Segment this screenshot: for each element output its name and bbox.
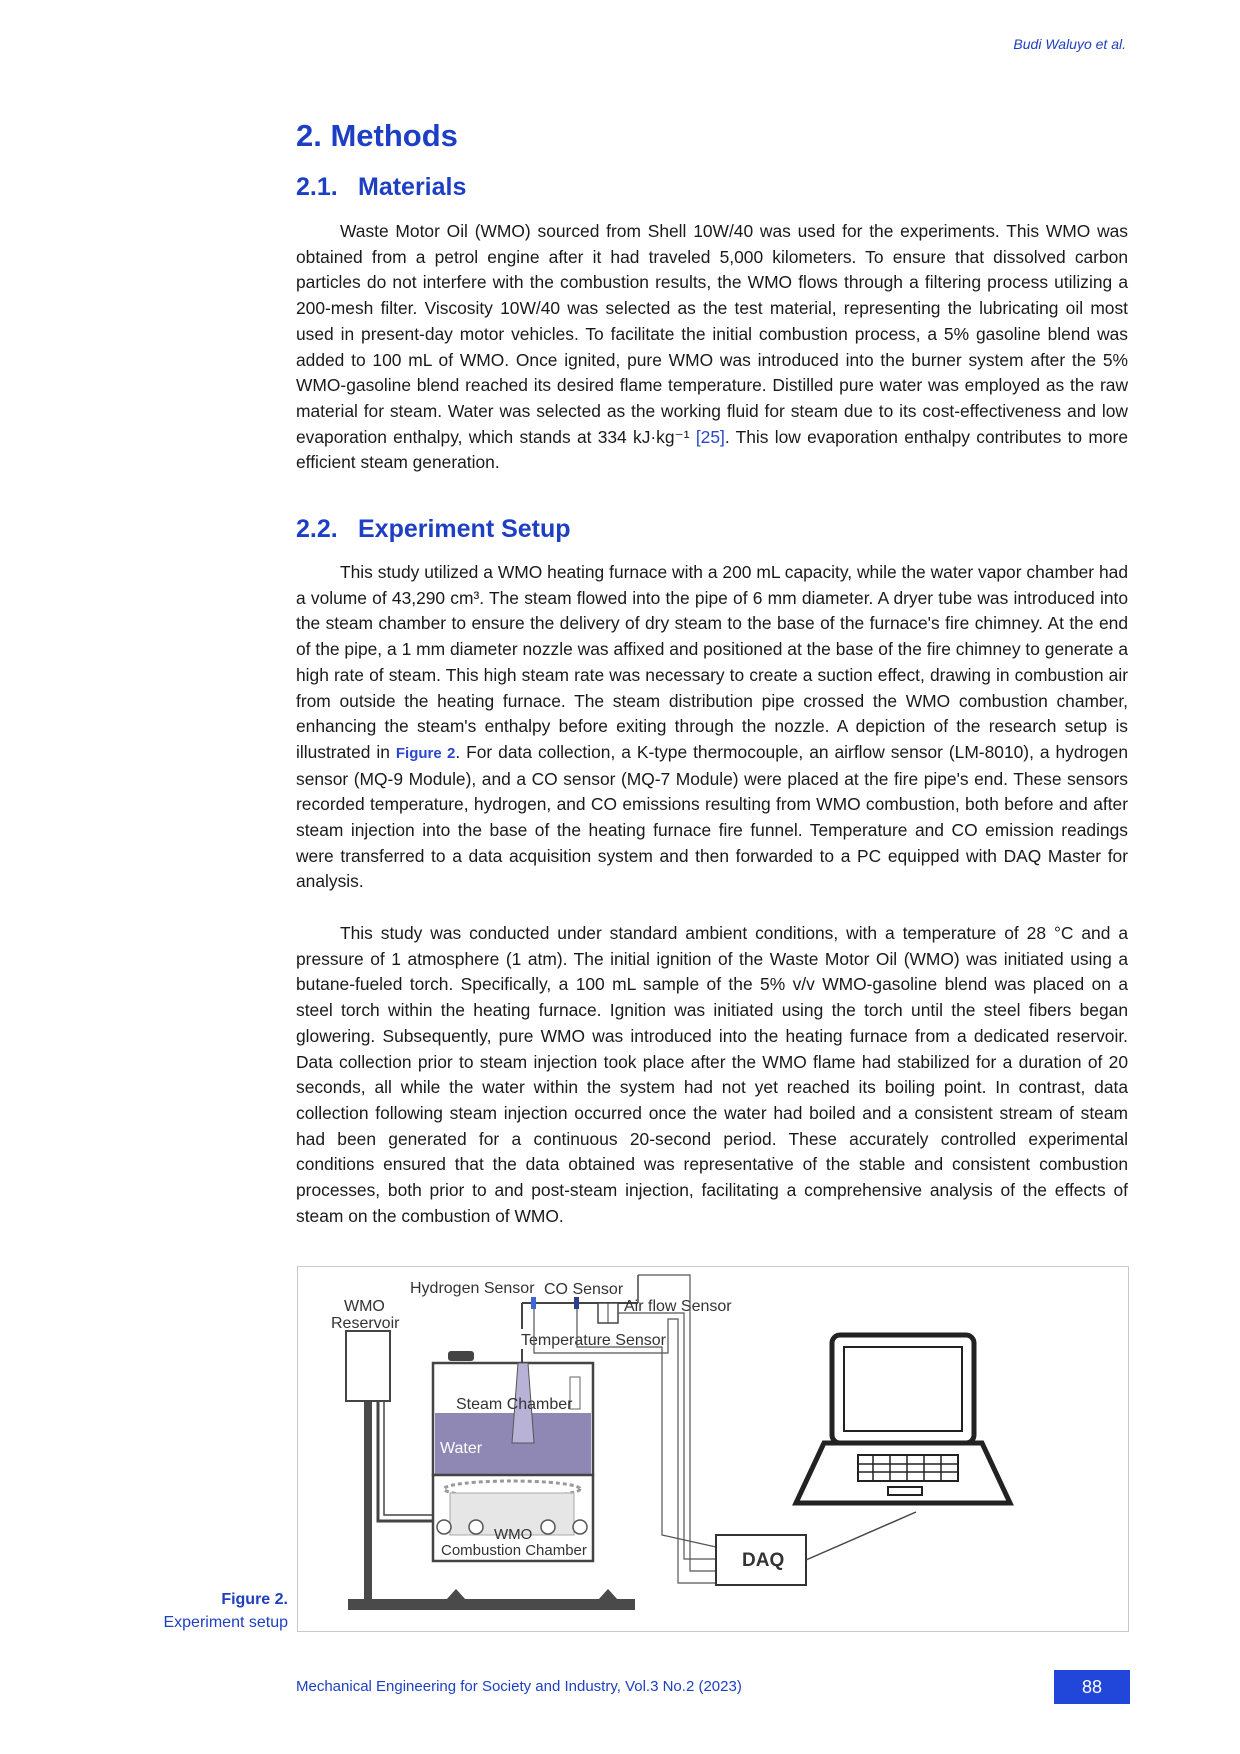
paragraph-materials	[296, 219, 1128, 476]
citation-link[interactable]: [25]	[695, 426, 725, 447]
base-platform	[348, 1599, 635, 1610]
subsection-heading-setup	[296, 515, 571, 544]
foot-right	[598, 1589, 618, 1600]
hydrogen-sensor-label: Hydrogen Sensor	[410, 1280, 535, 1297]
paragraph-text: This study was conducted under standard ambient conditions, with a temperature of 28 °C and a pressure of 1 atmosphere (1 atm). The initial ignition of the Waste Motor Oil (WMO) was initiated using a butane-fueled torch. Specifically, a 100 mL sample of the 5% v/v WMO-gasoline blend was placed on a steel torch within the heating furnace. Ignition was initiated using the torch until the steel fibers began glowering. Subsequently, pure WMO was introduced into the heating furnace from a dedicated reservoir. Data collection prior to steam injection took place after the WMO flame had stabilized for a duration of 20 seconds, all while the water within the system had not yet reached its boiling point. In contrast, data collection following steam injection occurred once the water had boiled and a consistent stream of steam had been generated for a continuous 20-second period. These accurately controlled experimental conditions ensured that the data obtained was representative of the stable and consistent combustion processes, both prior to and post-steam injection, facilitating a comprehensive analysis of the effects of steam on the combustion of WMO.	[296, 923, 1128, 1226]
section-heading: 2. Methods	[296, 118, 458, 153]
temperature-sensor-label: Temperature Sensor	[521, 1332, 666, 1349]
tank-lid	[448, 1351, 474, 1361]
running-head: Budi Waluyo et al.	[1013, 36, 1126, 52]
hydrogen-sensor	[531, 1297, 536, 1309]
subsection-title: Materials	[358, 173, 467, 201]
paragraph-conditions	[296, 921, 1128, 1229]
air-flow-sensor-label: Air flow Sensor	[624, 1298, 732, 1315]
figure-caption	[163, 1588, 288, 1634]
paragraph-text: . This low evaporation enthalpy contributes to more efficient steam generation.	[296, 426, 1128, 473]
page-number-badge: 88	[1054, 1670, 1130, 1704]
subsection-number: 2.2.	[296, 515, 338, 543]
daq-label: DAQ	[742, 1550, 785, 1571]
paragraph-setup	[296, 560, 1128, 895]
figure-caption-text: Experiment setup	[163, 1614, 288, 1631]
co-sensor-label: CO Sensor	[544, 1281, 624, 1298]
water-label: Water	[440, 1440, 483, 1457]
paragraph-text: Waste Motor Oil (WMO) sourced from Shell 10W/40 was used for the experiments. This WMO was obtained from a petrol engine after it had traveled 5,000 kilometers. To ensure that dissolved carbon particles do not interfere with the combustion results, the WMO flows through a filtering process utilizing a 200-mesh filter. Viscosity 10W/40 was selected as the test material, representing the lubricating oil most used in present-day motor vehicles. To facilitate the initial combustion process, a 5% gasoline blend was added to 100 mL of WMO. Once ignited, pure WMO was introduced into the burner system after the 5% WMO-gasoline blend reached its desired flame temperature. Distilled pure water was employed as the raw material for steam. Water was selected as the working fluid for steam due to its cost-effectiveness and low evaporation enthalpy, which stands at 334 kJ·kg⁻¹	[296, 221, 1128, 447]
figure-experiment-setup	[297, 1266, 1129, 1632]
wmo-reservoir-label-2: Reservoir	[331, 1315, 400, 1332]
footer-journal: Mechanical Engineering for Society and Industry, Vol.3 No.2 (2023)	[296, 1678, 742, 1695]
combustion-label-1: WMO	[494, 1526, 533, 1543]
figure-caption-label: Figure 2.	[221, 1591, 288, 1608]
co-sensor	[574, 1297, 579, 1309]
subsection-heading-materials	[296, 173, 466, 202]
paragraph-text: . For data collection, a K-type thermocouple, an airflow sensor (LM-8010), a hydrogen sensor (MQ-9 Module), and a CO sensor (MQ-7 Module) were placed at the fire pipe's end. These sensors recorded temperature, hydrogen, and CO emissions resulting from WMO combustion, both before and after steam injection into the base of the heating furnace fire funnel. Temperature and CO emission readings were transferred to a data acquisition system and then forwarded to a PC equipped with DAQ Master for analysis.	[296, 741, 1128, 892]
steam-chamber-label: Steam Chamber	[456, 1396, 573, 1413]
wmo-reservoir-label: WMO	[344, 1298, 385, 1315]
wmo-reservoir	[346, 1331, 390, 1401]
paragraph-text: This study utilized a WMO heating furnace with a 200 mL capacity, while the water vapor chamber had a volume of 43,290 cm³. The steam flowed into the pipe of 6 mm diameter. A dryer tube was introduced into the steam chamber to ensure the delivery of dry steam to the base of the furnace's fire chimney. At the end of the pipe, a 1 mm diameter nozzle was affixed and positioned at the base of the fire chimney to generate a high rate of steam. This high steam rate was necessary to create a suction effect, drawing in combustion air from outside the heating furnace. The steam distribution pipe crossed the WMO combustion chamber, enhancing the steam's enthalpy before exiting through the nozzle. A depiction of the research setup is illustrated in	[296, 562, 1128, 762]
foot-left	[446, 1589, 466, 1600]
figure-reference-link[interactable]: Figure 2	[395, 744, 456, 762]
subsection-number: 2.1.	[296, 173, 338, 201]
subsection-title: Experiment Setup	[358, 515, 571, 543]
combustion-label-2: Combustion Chamber	[441, 1542, 587, 1559]
